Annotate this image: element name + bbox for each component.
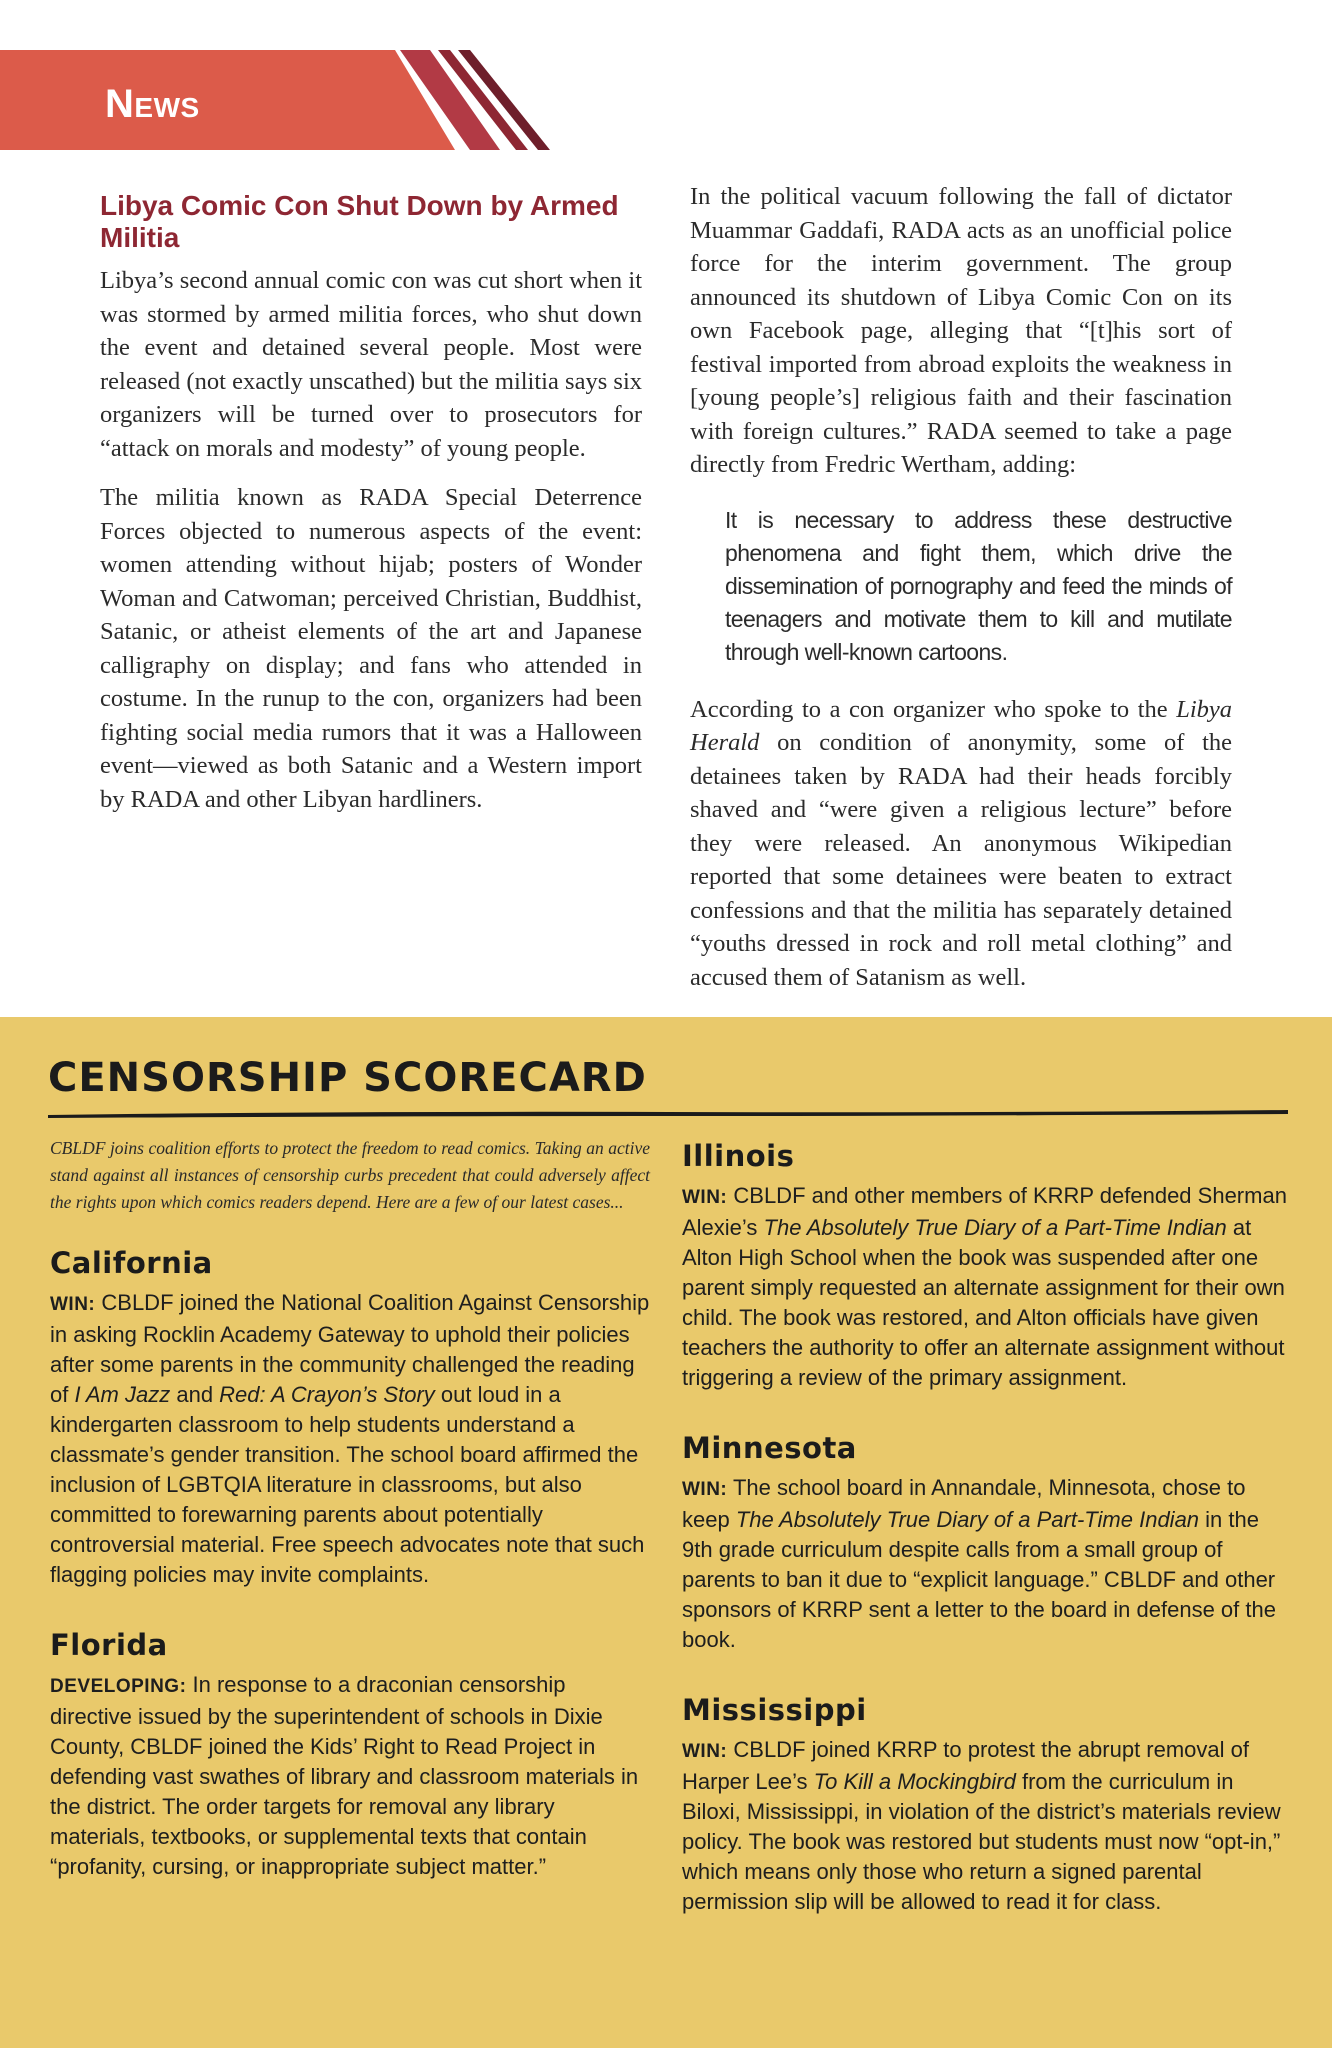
title-rule <box>48 1107 1288 1119</box>
article-paragraph: Libya’s second annual comic con was cut short when it was stormed by armed militia forces, who shut down the event and detained several people. Most were released (not exactly unscathed) but the militia says six organizers will be turned over to prosecutors for “attack on morals and modesty” of young people. <box>100 267 642 462</box>
state-heading-california: California <box>50 1246 213 1280</box>
state-heading-mississippi: Mississippi <box>682 1693 867 1727</box>
news-banner <box>0 50 600 150</box>
case-florida: DEVELOPING: In response to a draconian censorship directive issued by the superintendent of schools in Dixie County, CBLDF joined the Kids’ Right to Read Project in defending vast swathes of library and classroom materials in the district. The order targets for removal any library materials, textbooks, or supplemental texts that contain “profanity, cursing, or inappropriate subject matter.” <box>50 1672 639 1879</box>
scorecard-column-left <box>50 1135 650 1920</box>
status-label: WIN: <box>682 1187 728 1208</box>
case-minnesota: WIN: The school board in Annandale, Minnesota, chose to keep The Absolutely True Diary of a Part-Time Indian in the 9th grade curriculum despite calls from a small group of parents to ban it due to “explicit language.” CBLDF and other sponsors of KRRP sent a letter to the board in defense of the book. <box>682 1475 1276 1652</box>
status-label: WIN: <box>682 1741 728 1762</box>
news-column-right <box>690 180 1232 1010</box>
scorecard-intro: CBLDF joins coalition efforts to protect the freedom to read comics. Taking an active stand against all instances of censorship curbs precedent that could adversely affect the rights upon which comics readers depend. Here are a few of our latest cases... <box>50 1138 650 1212</box>
article-paragraph: In the political vacuum following the fall of dictator Muammar Gaddafi, RADA acts as an unofficial police force for the interim government. The group announced its shutdown of Libya Comic Con on its own Facebook page, alleging that “[t]his sort of festival imported from abroad exploits the weakness in [young people’s] religious faith and their fascination with foreign cultures.” RADA seemed to take a page directly from Fredric Wertham, adding: <box>690 183 1232 478</box>
censorship-scorecard <box>0 1017 1332 2048</box>
case-california: WIN: CBLDF joined the National Coalition Against Censorship in asking Rocklin Academy Gateway to uphold their policies after some parents in the community challenged the reading of I Am Jazz and Red: A Crayon’s Story out loud in a kindergarten classroom to help students understand a classmate’s gender transition. The school board affirmed the inclusion of LGBTQIA literature in classrooms, but also committed to forewarning parents about potentially controversial material. Free speech advocates note that such flagging policies may invite complaints. <box>50 1290 650 1587</box>
state-heading-florida: Florida <box>50 1628 168 1662</box>
article-paragraph: The militia known as RADA Special Deterrence Forces objected to numerous aspects of the event: women attending without hijab; posters of Wonder Woman and Catwoman; perceived Christian, Buddhist, Satanic, or atheist elements of the art and Japanese calligraphy on display; and fans who attended in costume. In the runup to the con, organizers had been fighting social media rumors that it was a Halloween event—viewed as both Satanic and a Western import by RADA and other Libyan hardliners. <box>100 484 642 813</box>
article-paragraph: According to a con organizer who spoke to the Libya Herald on condition of anonymity, some of the detainees taken by RADA had their heads forcibly shaved and “were given a religious lecture” before they were released. An anonymous Wikipedian reported that some detainees were beaten to extract confessions and that the militia has separately detained “youths dressed in rock and roll metal clothing” and accused them of Satanism as well. <box>690 695 1232 991</box>
status-label: DEVELOPING: <box>50 1676 187 1697</box>
status-label: WIN: <box>682 1479 728 1500</box>
section-label: News <box>105 82 200 126</box>
news-column-left <box>100 180 642 832</box>
scorecard-title: CENSORSHIP SCORECARD <box>48 1055 647 1101</box>
article-headline: Libya Comic Con Shut Down by Armed Militia <box>100 190 619 253</box>
case-illinois: WIN: CBLDF and other members of KRRP defended Sherman Alexie’s The Absolutely True Diary of a Part-Time Indian at Alton High School when the book was suspended after one parent simply requested an alternate assignment for their own child. The book was restored, and Alton officials have given teachers the authority to offer an alternate assignment without triggering a review of the primary assignment. <box>682 1183 1287 1390</box>
state-heading-minnesota: Minnesota <box>682 1431 857 1465</box>
status-label: WIN: <box>50 1294 96 1315</box>
publication-name: Libya Herald <box>690 695 1232 756</box>
block-quote: It is necessary to address these destructive phenomena and fight them, which drive the dissemination of pornography and feed the minds of teenagers and motivate them to kill and mutilate through well-known cartoons. <box>725 506 1232 665</box>
case-mississippi: WIN: CBLDF joined KRRP to protest the abrupt removal of Harper Lee’s To Kill a Mockingbird from the curriculum in Biloxi, Mississippi, in violation of the district’s materials review policy. The book was restored but students must now “opt-in,” which means only those who return a signed parental permission slip will be allowed to read it for class. <box>682 1737 1281 1914</box>
scorecard-column-right <box>682 1139 1287 1955</box>
banner-stripes <box>0 50 600 150</box>
state-heading-illinois: Illinois <box>682 1139 795 1173</box>
